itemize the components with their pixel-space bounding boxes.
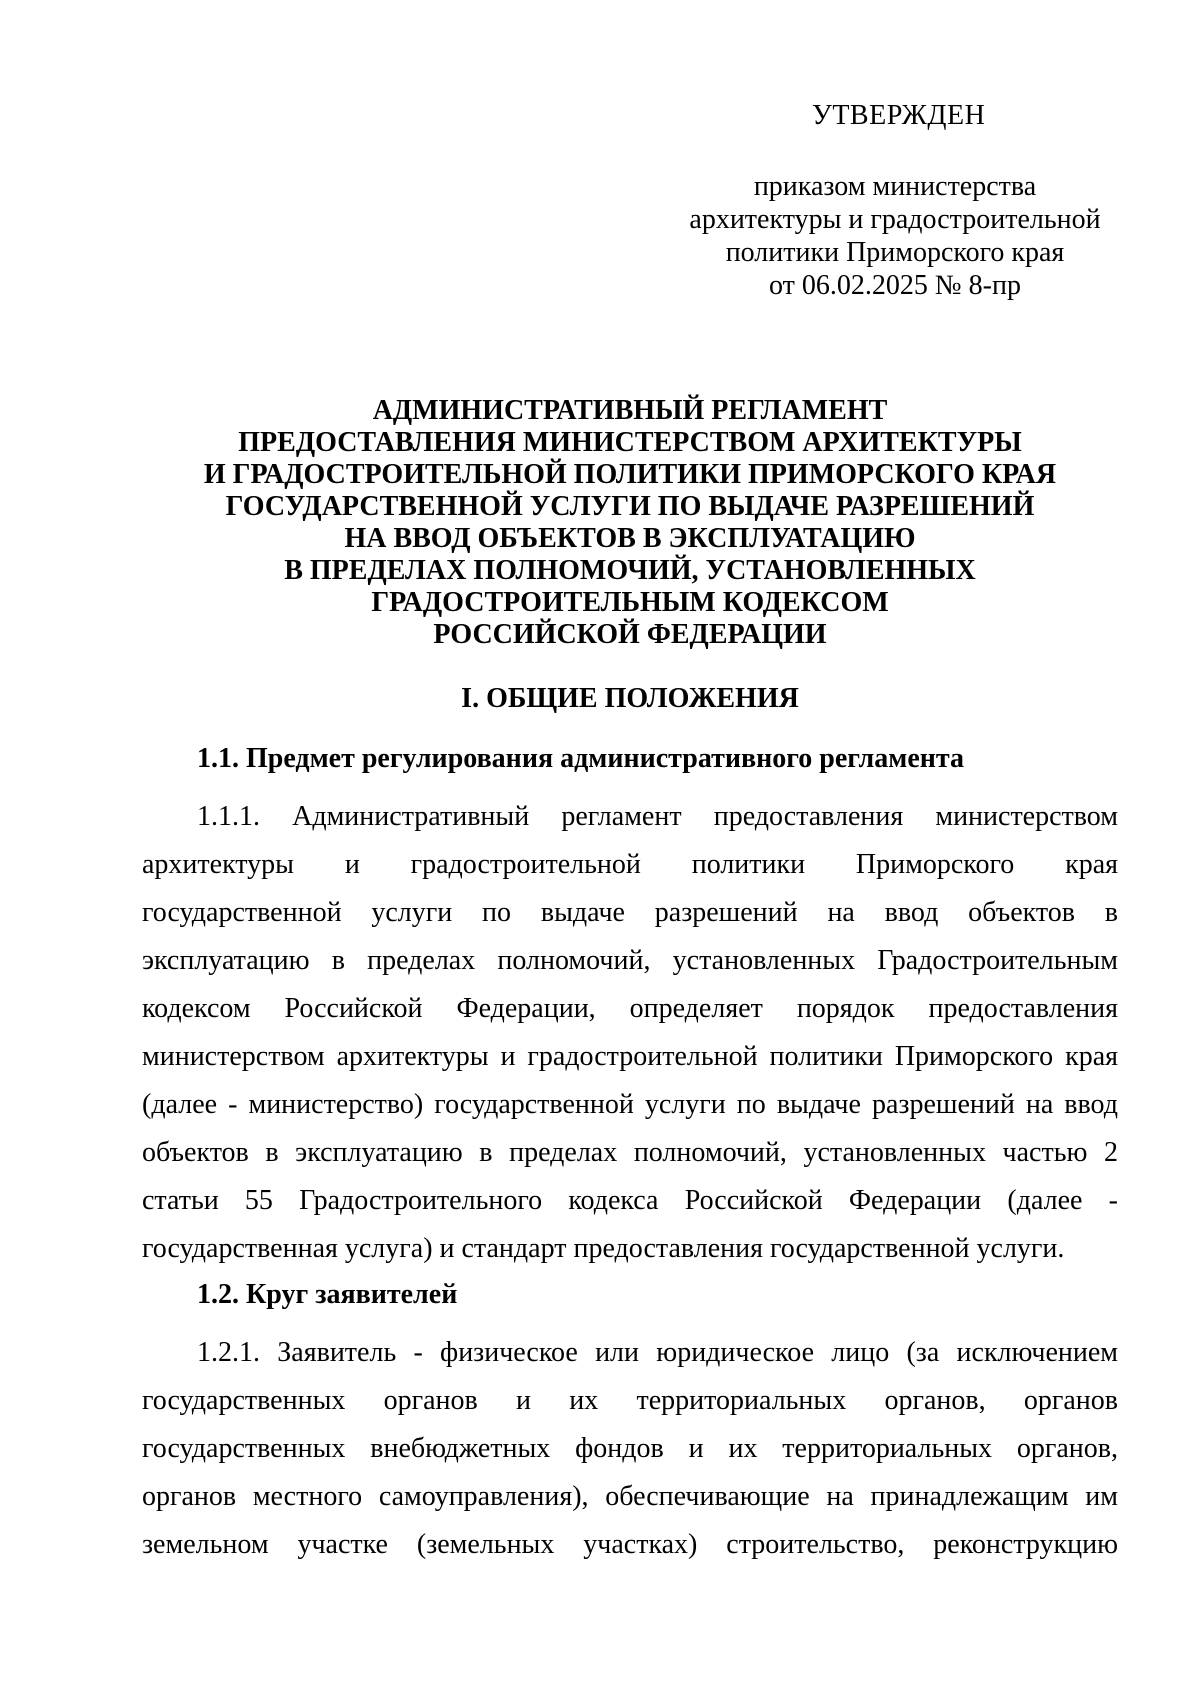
paragraph-line: органов местного самоуправления), обеспечивающие на принадлежащим им [142, 1481, 1118, 1512]
paragraph-line: земельном участке (земельных участках) строительство, реконструкцию [142, 1529, 1118, 1560]
paragraph-line: государственных внебюджетных фондов и их территориальных органов, [142, 1433, 1118, 1464]
paragraph-line: 1.2.1. Заявитель - физическое или юридическое лицо (за исключением [197, 1337, 1118, 1368]
title-line: ГОСУДАРСТВЕННОЙ УСЛУГИ ПО ВЫДАЧЕ РАЗРЕШЕНИЙ [225, 491, 1035, 522]
subsection-heading-1-2: 1.2. Круг заявителей [197, 1279, 458, 1310]
title-line: НА ВВОД ОБЪЕКТОВ В ЭКСПЛУАТАЦИЮ [344, 523, 916, 554]
paragraph-line: эксплуатацию в пределах полномочий, установленных Градостроительным [142, 945, 1118, 976]
title-line: АДМИНИСТРАТИВНЫЙ РЕГЛАМЕНТ [372, 395, 888, 426]
approval-line: политики Приморского края [725, 237, 1065, 268]
paragraph-line: государственных органов и их территориальных органов, органов [142, 1385, 1118, 1416]
paragraph-line: 1.1.1. Административный регламент предоставления министерством [197, 801, 1118, 832]
approval-line: архитектуры и градостроительной [689, 204, 1101, 235]
title-line: РОССИЙСКОЙ ФЕДЕРАЦИИ [433, 619, 827, 650]
approval-date-number: от 06.02.2025 № 8-пр [769, 270, 1021, 301]
approval-line: приказом министерства [753, 171, 1037, 202]
title-line: ГРАДОСТРОИТЕЛЬНЫМ КОДЕКСОМ [371, 587, 889, 618]
paragraph-line: объектов в эксплуатацию в пределах полномочий, установленных частью 2 [142, 1137, 1118, 1168]
approval-order-reference [675, 170, 1115, 302]
approval-stamp-title: УТВЕРЖДЕН [812, 100, 986, 131]
title-line: В ПРЕДЕЛАХ ПОЛНОМОЧИЙ, УСТАНОВЛЕННЫХ [284, 555, 976, 586]
paragraph-line: кодексом Российской Федерации, определяет порядок предоставления [142, 993, 1118, 1024]
paragraph-line: статьи 55 Градостроительного кодекса Российской Федерации (далее - [142, 1185, 1118, 1216]
subsection-heading-1-1: 1.1. Предмет регулирования административного регламента [197, 743, 964, 774]
paragraph-line: министерством архитектуры и градостроительной политики Приморского края [142, 1041, 1118, 1072]
section-heading: I. ОБЩИЕ ПОЛОЖЕНИЯ [461, 683, 799, 714]
title-line: ПРЕДОСТАВЛЕНИЯ МИНИСТЕРСТВОМ АРХИТЕКТУРЫ [238, 427, 1022, 458]
paragraph-line: (далее - министерство) государственной услуги по выдаче разрешений на ввод [142, 1089, 1118, 1120]
paragraph-1-2-1 [142, 1329, 1118, 1569]
title-line: И ГРАДОСТРОИТЕЛЬНОЙ ПОЛИТИКИ ПРИМОРСКОГО КРАЯ [203, 459, 1057, 490]
paragraph-line: государственная услуга) и стандарт предоставления государственной услуги. [142, 1233, 1065, 1264]
paragraph-line: государственной услуги по выдаче разрешений на ввод объектов в [142, 897, 1118, 928]
document-title [140, 395, 1120, 651]
paragraph-1-1-1 [142, 793, 1118, 1273]
paragraph-line: архитектуры и градостроительной политики Приморского края [142, 849, 1118, 880]
